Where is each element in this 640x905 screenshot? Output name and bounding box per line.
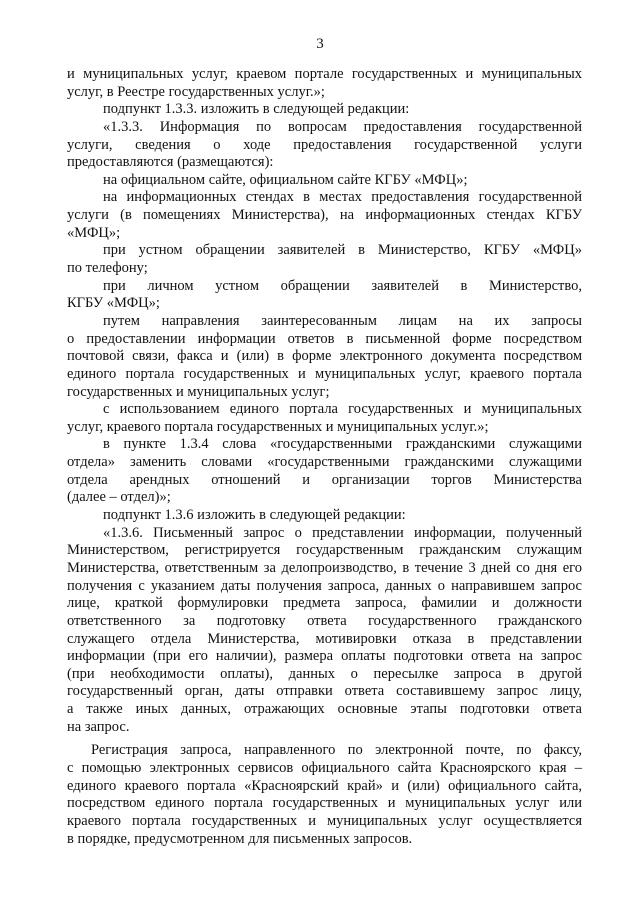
text-line: государственных и муниципальных услуг; bbox=[67, 383, 330, 400]
text-line: подпункт 1.3.6 изложить в следующей редакции: bbox=[103, 507, 406, 524]
text-line: о предоставлении информации ответов в письменной форме посредством bbox=[67, 330, 582, 347]
text-line: на официальном сайте, официальном сайте КГБУ «МФЦ»; bbox=[103, 171, 468, 188]
text-line: служащего отдела Министерства, мотивировки отказа в представлении bbox=[67, 630, 582, 647]
text-line: посредством единого портала государственных и муниципальных услуг или bbox=[67, 795, 582, 812]
text-line: «1.3.6. Письменный запрос о представлении информации, полученный bbox=[103, 524, 582, 541]
text-line: путем направления заинтересованным лицам на их запросы bbox=[103, 312, 582, 329]
text-line: предоставляются (размещаются): bbox=[67, 154, 274, 171]
text-line: почтовой связи, факса и (или) в форме электронного документа посредством bbox=[67, 348, 582, 365]
text-line: «1.3.3. Информация по вопросам предоставления государственной bbox=[103, 118, 582, 135]
text-line: при устном обращении заявителей в Министерство, КГБУ «МФЦ» bbox=[103, 242, 582, 259]
text-line: услуги (в помещениях Министерства), на информационных стендах КГБУ bbox=[67, 207, 582, 224]
text-line: единого краевого портала «Красноярский край» и (или) официального сайта, bbox=[67, 777, 582, 794]
text-line: в порядке, предусмотренном для письменных запросов. bbox=[67, 830, 413, 847]
text-line: с помощью электронных сервисов официального сайта Красноярского края – bbox=[67, 759, 582, 776]
text-line: (далее – отдел)»; bbox=[67, 489, 171, 506]
text-line: единого портала государственных и муниципальных услуг, краевого портала bbox=[67, 365, 582, 382]
text-line: подпункт 1.3.3. изложить в следующей редакции: bbox=[103, 101, 410, 118]
text-line: Министерством, регистрируется государственным гражданским служащим bbox=[67, 542, 582, 559]
text-line: Регистрация запроса, направленного по электронной почте, по факсу, bbox=[91, 742, 582, 759]
document-body bbox=[67, 66, 582, 848]
text-line: получения с указанием даты получения запроса, данных о направившем запрос bbox=[67, 577, 582, 594]
text-line: краевого портала государственных и муниципальных услуг осуществляется bbox=[67, 812, 582, 829]
text-line: КГБУ «МФЦ»; bbox=[67, 295, 160, 312]
text-line: отдела арендных отношений и организации торгов Министерства bbox=[67, 471, 582, 488]
text-line: по телефону; bbox=[67, 260, 148, 277]
text-line: информации (при его наличии), размера оплаты подготовки ответа на запрос bbox=[67, 648, 582, 665]
text-line: услуги, сведения о ходе предоставления государственной услуги bbox=[67, 136, 582, 153]
text-line: в пункте 1.3.4 слова «государственными гражданскими служащими bbox=[103, 436, 582, 453]
text-line: отдела» заменить словами «государственными гражданскими служащими bbox=[67, 454, 582, 471]
text-line: лице, краткой формулировки предмета запроса, фамилии и должности bbox=[67, 595, 582, 612]
text-line: государственный орган, даты отправки ответа составившему запрос лицу, bbox=[67, 683, 582, 700]
text-line: (при необходимости оплаты), данных о пересылке запроса в другой bbox=[67, 665, 582, 682]
page-number: 3 bbox=[316, 36, 324, 52]
text-line: а также иных данных, отражающих основные этапы подготовки ответа bbox=[67, 701, 582, 718]
text-line: и муниципальных услуг, краевом портале государственных и муниципальных bbox=[67, 66, 582, 82]
text-line: услуг, краевого портала государственных и муниципальных услуг.»; bbox=[67, 418, 489, 435]
text-line: услуг, в Реестре государственных услуг.»; bbox=[67, 83, 325, 100]
text-line: с использованием единого портала государственных и муниципальных bbox=[103, 401, 582, 418]
text-line: при личном устном обращении заявителей в Министерство, bbox=[103, 277, 582, 294]
text-line: Министерства, ответственным за делопроизводство, в течение 3 дней со дня его bbox=[67, 559, 582, 576]
text-line: «МФЦ»; bbox=[67, 224, 121, 241]
text-line: на информационных стендах в местах предоставления государственной bbox=[103, 189, 582, 206]
text-line: на запрос. bbox=[67, 718, 130, 735]
text-line: ответственного за подготовку ответа государственного гражданского bbox=[67, 612, 582, 629]
